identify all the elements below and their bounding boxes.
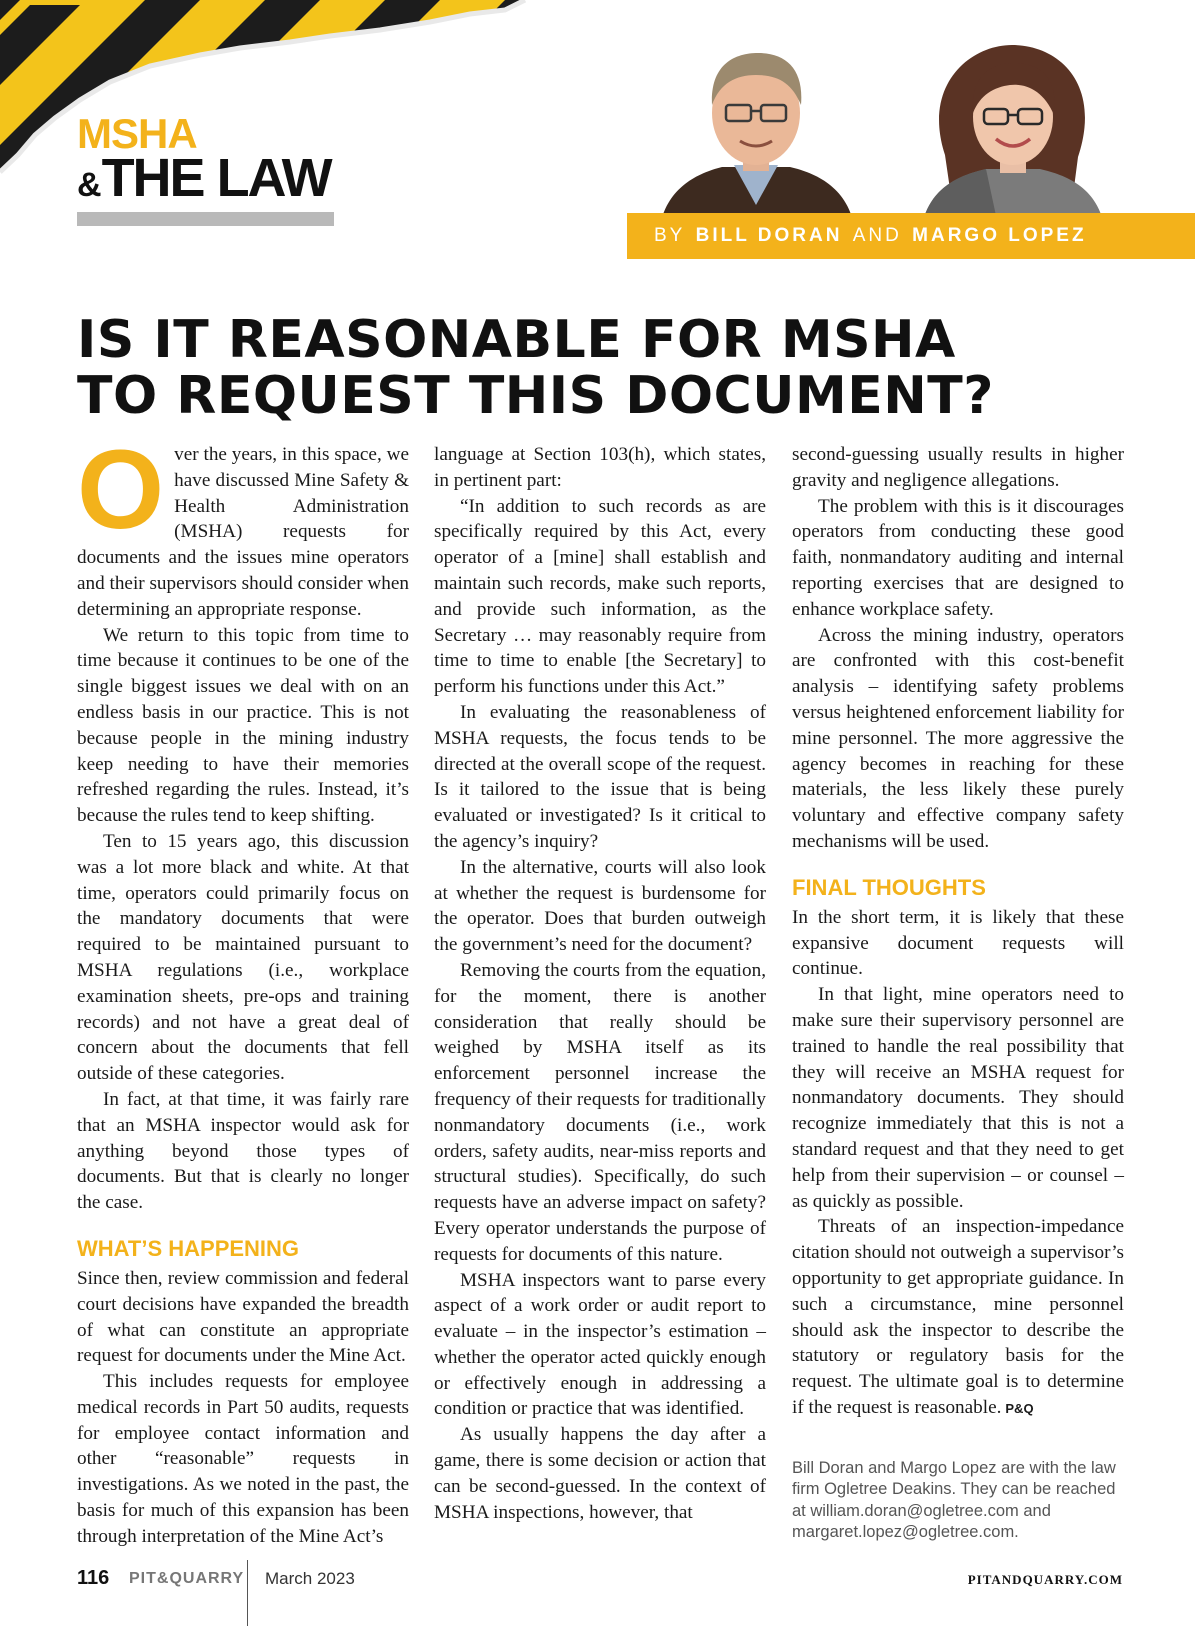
article-paragraph: second-guessing usually results in higher gravity and negligence allegations. bbox=[792, 444, 1124, 491]
article-paragraph: language at Section 103(h), which states, in pertinent part: bbox=[434, 444, 766, 491]
section-tag-msha: MSHA bbox=[77, 110, 197, 157]
article-paragraph: In fact, at that time, it was fairly rare that an MSHA inspector would ask for anything beyond those types of documents. But that is clearly no longer the case. bbox=[77, 1088, 409, 1214]
article-paragraph bbox=[77, 427, 409, 623]
subhead-final-thoughts: FINAL THOUGHTS bbox=[792, 874, 986, 900]
website-url: PITANDQUARRY.COM bbox=[967, 1572, 1123, 1587]
section-tag-law-text: THE LAW bbox=[101, 148, 331, 208]
byline-author-2: MARGO LOPEZ bbox=[912, 225, 1087, 246]
author-byline bbox=[627, 213, 1195, 259]
footer-divider bbox=[247, 1560, 248, 1626]
article-paragraph bbox=[792, 1214, 1124, 1421]
headline-line-1: IS IT REASONABLE FOR MSHA bbox=[77, 310, 956, 370]
article-paragraph: Since then, review commission and federal court decisions have expanded the breadth of what can constitute an appropriate request for documents under the Mine Act. bbox=[77, 1267, 409, 1367]
byline-conjunction: AND bbox=[852, 225, 902, 246]
statute-quote: “In addition to such records as are specifically required by this Act, every operator of a [mine] shall establish and maintain such records, make such reports, and provide such information, as the Secretary … may reasonably require from time to time to enable [the Secretary] to perform his functions under this Act.” bbox=[434, 495, 766, 698]
end-sign: P&Q bbox=[1005, 1400, 1034, 1416]
article-headline bbox=[77, 312, 1157, 424]
page-number: 116 bbox=[77, 1567, 110, 1589]
section-tag bbox=[77, 110, 331, 208]
article-paragraph: As usually happens the day after a game, there is some decision or action that can be second-guessed. In the context of MSHA inspections, however, that bbox=[434, 1424, 766, 1523]
article-paragraph: In evaluating the reasonableness of MSHA requests, the focus tends to be directed at the overall scope of the request. Is it tailored to the issue that is being evaluated or investigated? Is it critical to the agency’s inquiry? bbox=[434, 701, 766, 852]
byline-prefix: BY bbox=[654, 225, 686, 246]
section-tag-underline bbox=[77, 212, 334, 226]
article-paragraph: We return to this topic from time to time because it continues to be one of the single biggest issues we deal with on an endless basis in our practice. This is not because people in the mining industry keep needing to have their memories refreshed regarding the rules. Instead, it’s because the rules tend to keep shifting. bbox=[77, 624, 409, 827]
drop-cap: O bbox=[77, 427, 165, 552]
article-column-1 bbox=[77, 427, 409, 1550]
article-paragraph: In the alternative, courts will also look at whether the request is burdensome for the operator. Does that burden outweigh the government’s need for the document? bbox=[434, 856, 766, 956]
article-column-2 bbox=[434, 442, 766, 1525]
article-paragraph: Ten to 15 years ago, this discussion was a lot more black and white. At that time, operators could primarily focus on the mandatory documents that were required to be maintained pursuant to MSHA regulations (i.e., workplace examination sheets, pre-ops and training records) and not have a great deal of concern about the documents that fell outside of these categories. bbox=[77, 830, 409, 1085]
section-tag-the-law bbox=[77, 148, 331, 208]
article-paragraph: MSHA inspectors want to parse every aspect of a work order or audit report to evaluate – in the inspector’s estimation – whether the operator acted quickly enough or effectively enough in addressing a condition or practice that was identified. bbox=[434, 1269, 766, 1420]
issue-date: March 2023 bbox=[265, 1569, 355, 1588]
article-paragraph: In that light, mine operators need to make sure their supervisory personnel are trained to handle the real possibility that they will receive an MSHA request for nonmandatory documents. They should recognize immediately that this is not a standard request and that they need to get help from their supervision – or counsel – as quickly as possible. bbox=[792, 984, 1124, 1212]
article-paragraph: Removing the courts from the equation, for the moment, there is another consideration that really should be weighed by MSHA itself as its enforcement personnel increase the frequency of their requests for traditionally nonmandatory documents (i.e., work orders, safety audits, near-miss reports and structural studies). Specifically, do such requests have an adverse impact on safety? Every operator understands the purpose of requests for documents of this nature. bbox=[434, 959, 766, 1265]
page-footer bbox=[77, 1560, 1123, 1600]
author-bio: Bill Doran and Margo Lopez are with the law firm Ogletree Deakins. They can be reached at william.doran@ogletree.com and margaret.lopez@ogletree.com. bbox=[792, 1458, 1116, 1542]
article-paragraph: In the short term, it is likely that these expansive document requests will continue. bbox=[792, 906, 1124, 980]
headline-line-2: TO REQUEST THIS DOCUMENT? bbox=[77, 366, 994, 426]
article-paragraph: Across the mining industry, operators are confronted with this cost-benefit analysis – identifying safety problems versus heightened enforcement liability for mine personnel. The more aggressive the agency becomes in reaching for these materials, the less likely these purely voluntary and effective company safety mechanisms will be used. bbox=[792, 624, 1124, 852]
byline-author-1: BILL DORAN bbox=[695, 225, 843, 246]
article-paragraph: This includes requests for employee medical records in Part 50 audits, requests for employee contact information and other “reasonable” requests in investigations. As we noted in the past, the basis for much of this expansion has been through interpretation of the Mine Act’s bbox=[77, 1371, 409, 1547]
section-tag-ampersand: & bbox=[77, 166, 102, 204]
article-column-3 bbox=[792, 442, 1124, 1544]
magazine-name: PIT&QUARRY bbox=[129, 1570, 245, 1587]
paragraph-text: ver the years, in this space, we have discussed Mine Safety & Health Administration (MSHA) requests for documents and the issues mine operators and their supervisors should consider when determining an appropriate response. bbox=[77, 444, 409, 620]
subhead-whats-happening: WHAT’S HAPPENING bbox=[77, 1235, 300, 1261]
author-photo-bill-doran bbox=[640, 35, 870, 225]
paragraph-text: Threats of an inspection-impedance citation should not outweigh a supervisor’s opportunity to get appropriate guidance. In such a circumstance, mine personnel should ask the inspector to describe the statutory or regulatory basis for the request. The ultimate goal is to determine if the request is reasonable. bbox=[792, 1216, 1124, 1418]
article-paragraph: The problem with this is it discourages operators from conducting these good faith, nonmandatory auditing and internal reporting exercises that are designed to enhance workplace safety. bbox=[792, 495, 1124, 620]
author-photo-margo-lopez bbox=[900, 35, 1125, 225]
